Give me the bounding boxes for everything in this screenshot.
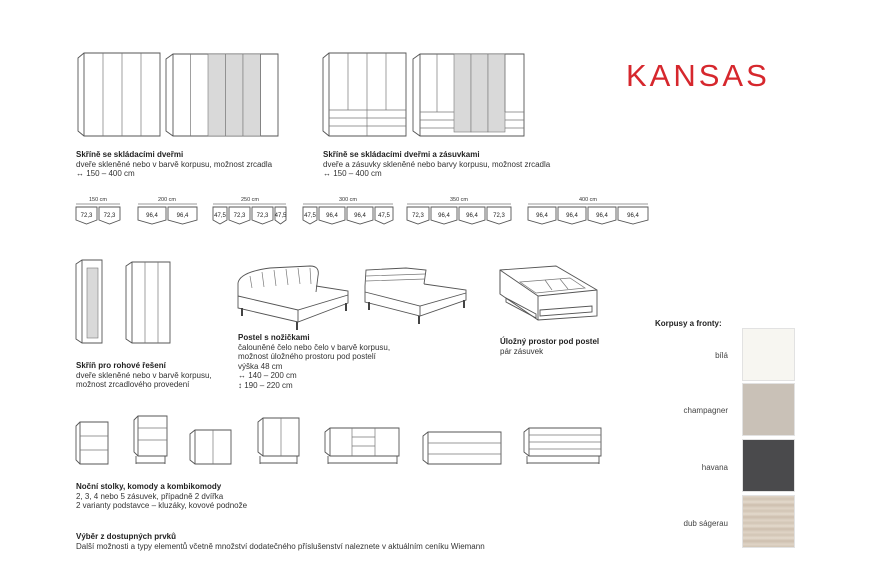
selection-title: Výběr z dostupných prvků — [76, 532, 177, 541]
selection-line1: Další možnosti a typy elementů včetně množství dodatečného příslušenství naleznete v aktuálním ceníku Wiemann — [76, 541, 485, 551]
wardrobe-6-door-mirror-drawing — [166, 54, 278, 136]
module-value: 96,4 — [627, 213, 639, 219]
finish-label: havana — [701, 463, 728, 472]
module-width-label: 200 cm — [157, 197, 177, 203]
storage-line1: pár zásuvek — [500, 346, 544, 356]
bed-line5: ↕ 190 – 220 cm — [238, 380, 293, 390]
commodes-line1: 2, 3, 4 nebo 5 zásuvek, případně 2 dvířka — [76, 491, 224, 501]
finish-label: dub ságerau — [683, 519, 728, 528]
corner-wardrobe-line1: dveře skleněné nebo v barvě korpusu, — [76, 370, 212, 380]
commodes-title: Noční stolky, komody a kombikomody — [76, 482, 222, 491]
finish-label: bílá — [715, 351, 728, 360]
folding-wardrobes-drawers-line1: dveře a zásuvky skleněné nebo barvy korpusu, možnost zrcadla — [323, 159, 551, 169]
finish-swatch-champagner — [742, 383, 795, 436]
module-value: 72,3 — [233, 213, 246, 219]
module-plan-200 — [138, 197, 197, 224]
bed-panel-drawing — [365, 268, 466, 324]
bed-line4: ↔ 140 – 200 cm — [238, 371, 297, 380]
module-plan-300 — [303, 197, 393, 224]
module-value: 96,4 — [536, 213, 548, 219]
bed-caption — [238, 333, 390, 390]
corner-wardrobe-line2: možnost zrcadlového provedení — [76, 380, 190, 389]
module-value: 47,5 — [378, 213, 390, 219]
cabinet-2-door-legs-drawing — [258, 418, 299, 464]
combi-commode-drawing — [325, 428, 399, 464]
storage-title: Úložný prostor pod postel — [500, 337, 600, 346]
brand-logo: KANSAS — [626, 58, 770, 93]
wardrobe-drawings — [70, 50, 610, 145]
nightstand-legs-drawing — [134, 416, 167, 464]
commode-drawings — [70, 410, 610, 470]
bed-title: Postel s nožičkami — [238, 333, 310, 342]
finish-swatch-havana — [742, 439, 795, 492]
corner-wardrobe-mirror-drawing — [76, 260, 102, 343]
bed-line1: čalouněné čelo nebo čelo v barvě korpusu, — [238, 342, 391, 352]
corner-wardrobe-title: Skříň pro rohové řešení — [76, 361, 166, 370]
module-value: 96,4 — [466, 213, 478, 219]
module-plans — [70, 193, 660, 233]
module-value: 72,3 — [412, 213, 424, 219]
module-value: 96,4 — [354, 213, 366, 219]
folding-wardrobes-title: Skříně se skládacími dveřmi — [76, 150, 184, 159]
folding-wardrobes-line2: ↔ 150 – 400 cm — [76, 169, 135, 178]
module-value: 96,4 — [176, 213, 189, 219]
corner-wardrobe-drawing — [126, 262, 170, 343]
module-value: 96,4 — [326, 213, 338, 219]
wardrobe-6-door-drawers-mirror-drawing — [413, 54, 524, 136]
module-value: 72,3 — [493, 213, 505, 219]
nightstand-3-drawer-drawing — [76, 422, 108, 464]
wardrobe-4-door-drawers-drawing — [323, 53, 406, 136]
finish-swatch-oak — [742, 495, 795, 548]
folding-wardrobes-line1: dveře skleněné nebo v barvě korpusu, možnost zrcadla — [76, 159, 273, 169]
wardrobe-4-door-drawing — [78, 53, 160, 136]
module-value: 96,4 — [566, 213, 578, 219]
module-value: 47,5 — [274, 213, 287, 219]
selection-caption — [76, 532, 485, 551]
finish-swatch-white — [742, 328, 795, 381]
commodes-line2: 2 varianty podstavce – kluzáky, kovové podnože — [76, 501, 248, 510]
module-plan-350 — [407, 197, 511, 224]
module-width-label: 350 cm — [449, 197, 469, 203]
module-value: 96,4 — [438, 213, 450, 219]
long-commode-legs-drawing — [524, 428, 601, 464]
module-width-label: 150 cm — [88, 197, 108, 203]
folding-wardrobes-drawers-title: Skříně se skládacími dveřmi a zásuvkami — [323, 150, 480, 159]
module-value: 96,4 — [146, 213, 158, 219]
finishes-title: Korpusy a fronty: — [655, 319, 722, 328]
folding-wardrobes-caption — [76, 150, 272, 179]
module-value: 72,3 — [103, 213, 116, 219]
cabinet-2-door-drawing — [190, 430, 231, 464]
storage-caption — [500, 337, 599, 356]
module-value: 72,3 — [80, 213, 93, 219]
bed-upholstered-drawing — [238, 266, 348, 330]
module-width-label: 250 cm — [240, 197, 260, 203]
bed-line3: výška 48 cm — [238, 361, 283, 371]
module-plan-250 — [213, 197, 287, 224]
bed-line2: možnost úložného prostoru pod postelí — [238, 352, 376, 361]
module-value: 96,4 — [596, 213, 608, 219]
module-value: 47,5 — [304, 213, 316, 219]
module-plan-150 — [76, 197, 120, 224]
corner-wardrobe-caption — [76, 361, 212, 390]
folding-wardrobes-drawers-line2: ↔ 150 – 400 cm — [323, 169, 382, 178]
module-value: 72,3 — [256, 213, 269, 219]
finish-label: champagner — [683, 406, 728, 415]
commodes-caption — [76, 482, 247, 511]
module-value: 47,5 — [214, 213, 226, 219]
bed-storage-drawing — [500, 266, 597, 320]
module-width-label: 300 cm — [338, 197, 358, 203]
module-plan-400 — [528, 197, 648, 224]
folding-wardrobes-drawers-caption — [323, 150, 550, 179]
module-width-label: 400 cm — [578, 197, 598, 203]
low-commode-drawing — [423, 432, 501, 464]
